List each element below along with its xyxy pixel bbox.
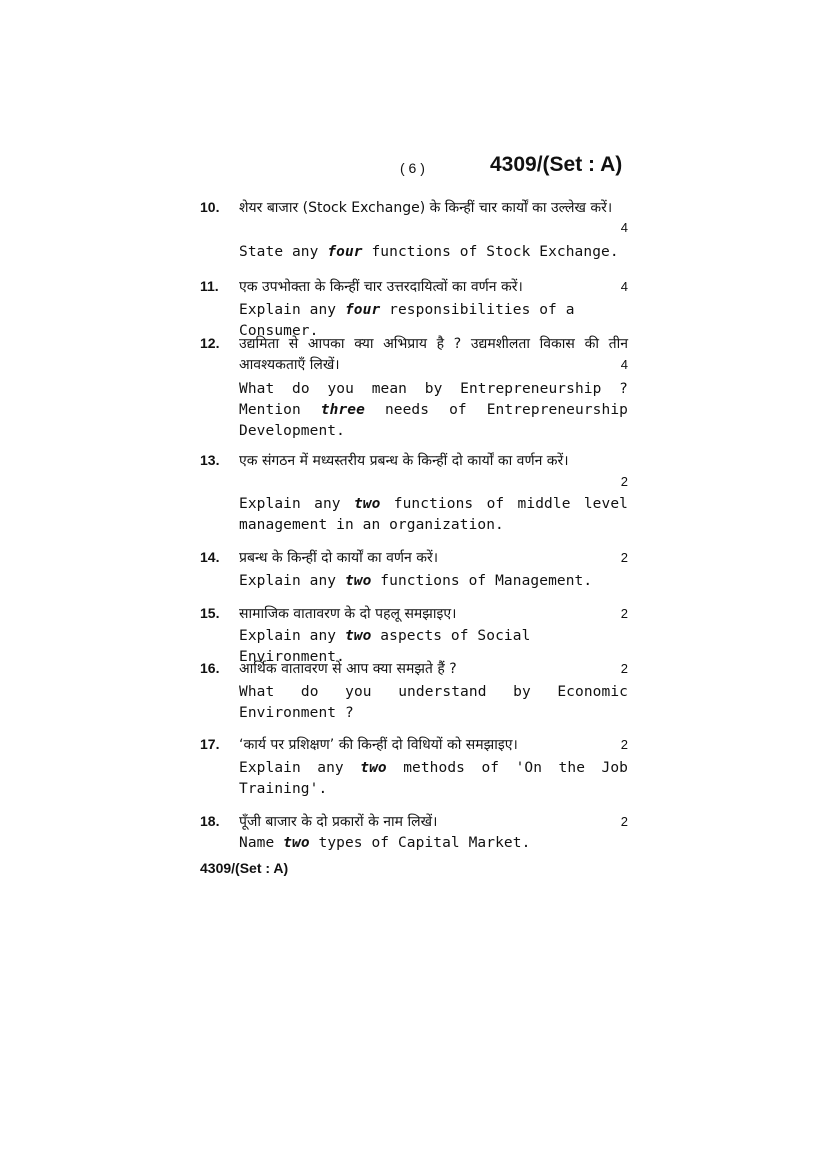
marks: 4 (620, 279, 628, 294)
question-number: 12. (200, 335, 220, 351)
marks: 2 (620, 606, 628, 621)
marks: 4 (620, 220, 628, 235)
page-number: ( 6 ) (400, 160, 425, 176)
question-number: 15. (200, 605, 220, 621)
question-hindi: आर्थिक वातावरण से आप क्या समझते हैं ? (239, 661, 457, 677)
question-hindi: प्रबन्ध के किन्हीं दो कार्यों का वर्णन करें। (239, 550, 438, 566)
question-english: Explain any two functions of Management. (239, 573, 593, 589)
question-number: 10. (200, 199, 220, 215)
question-hindi: उद्यमिता से आपका क्या अभिप्राय है ? उद्यमशीलता विकास की तीन आवश्यकताएँ लिखें। (239, 336, 628, 373)
question-english: What do you mean by Entrepreneurship ? Mention three needs of Entrepreneurship Development. (239, 381, 628, 439)
question-hindi: सामाजिक वातावरण के दो पहलू समझाइए। (239, 606, 457, 622)
marks: 2 (620, 474, 628, 489)
marks: 2 (620, 550, 628, 565)
question-number: 11. (200, 278, 219, 294)
question-number: 16. (200, 660, 220, 676)
question-hindi: एक संगठन में मध्यस्तरीय प्रबन्ध के किन्हीं दो कार्यों का वर्णन करें। (239, 453, 569, 469)
footer-set-code: 4309/(Set : A) (200, 860, 289, 876)
question-hindi: एक उपभोक्ता के किन्हीं चार उत्तरदायित्वों का वर्णन करें। (239, 279, 523, 295)
marks: 4 (620, 357, 628, 372)
question-hindi: ‘कार्य पर प्रशिक्षण’ की किन्हीं दो विधियों को समझाइए। (239, 737, 518, 753)
question-english: State any four functions of Stock Exchange. (239, 244, 619, 260)
marks: 2 (620, 661, 628, 676)
question-english: Explain any two methods of 'On the Job Training'. (239, 760, 628, 797)
marks: 2 (620, 737, 628, 752)
question-number: 13. (200, 452, 220, 468)
question-english: Explain any two functions of middle level management in an organization. (239, 496, 628, 533)
question-hindi: पूँजी बाजार के दो प्रकारों के नाम लिखें। (239, 814, 438, 830)
set-title: 4309/(Set : A) (490, 153, 623, 176)
marks: 2 (620, 814, 628, 829)
question-hindi: शेयर बाजार (Stock Exchange) के किन्हीं चार कार्यों का उल्लेख करें। (239, 200, 613, 216)
question-english: Explain any two aspects of Social Environment. (239, 628, 531, 665)
question-english: Name two types of Capital Market. (239, 835, 531, 851)
question-number: 14. (200, 549, 220, 565)
question-number: 18. (200, 813, 220, 829)
question-number: 17. (200, 736, 220, 752)
question-english: What do you understand by Economic Environment ? (239, 684, 628, 721)
question-english: Explain any four responsibilities of a Consumer. (239, 302, 575, 339)
